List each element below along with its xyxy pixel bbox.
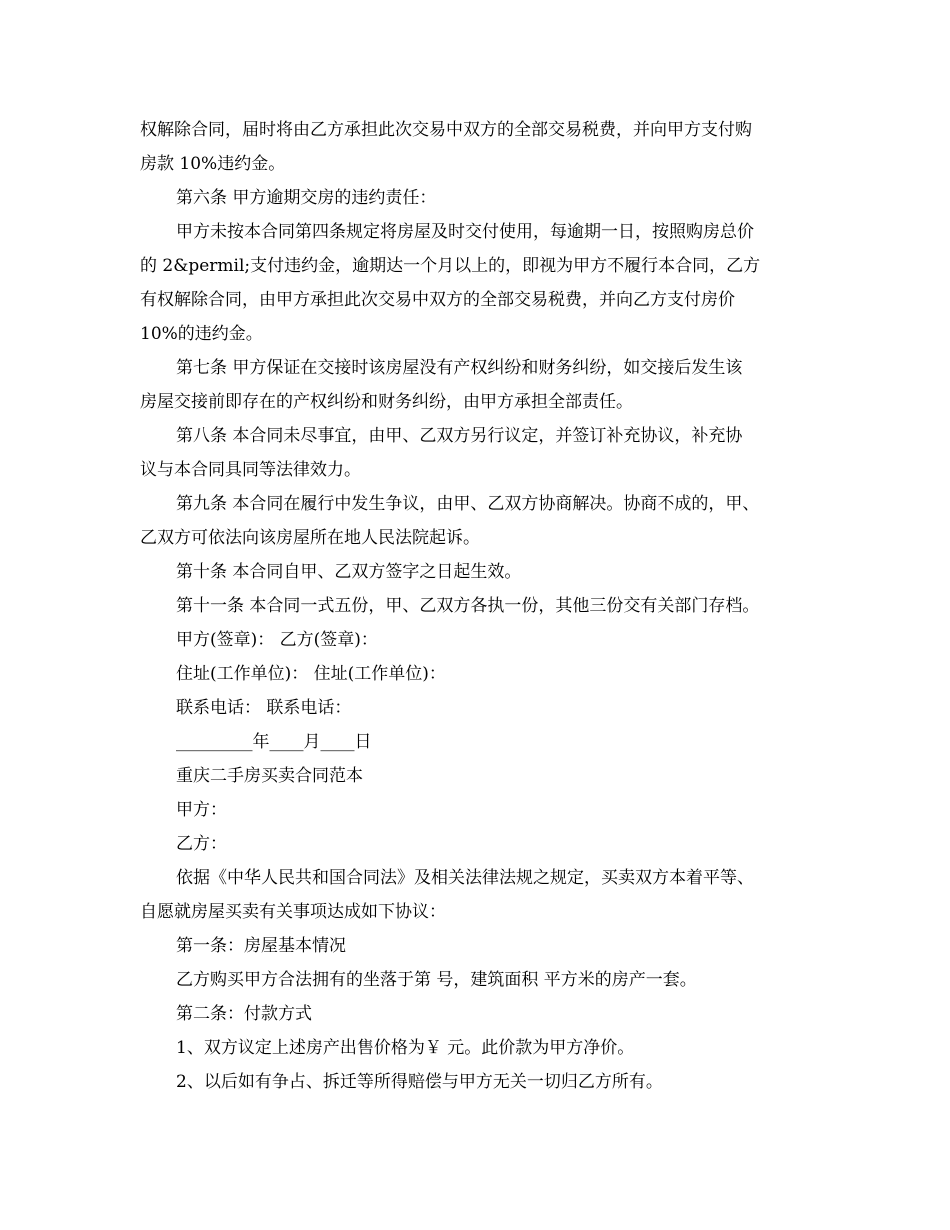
text-line: 议与本合同具同等法律效力。 [140,460,361,480]
text-line: 乙双方可依法向该房屋所在地人民法院起诉。 [140,528,480,548]
article-11-line: 第十一条 本合同一式五份，甲、乙双方各执一份，其他三份交有关部门存档。 [176,596,760,616]
party-b-line: 乙方： [176,834,227,854]
text-line: 自愿就房屋买卖有关事项达成如下协议： [140,902,446,922]
clause-1-line: 1、双方议定上述房产出售价格为￥ 元。此价款为甲方净价。 [176,1038,635,1058]
text-line: 10%的违约金。 [140,324,263,344]
document-body [140,113,820,1099]
phone-line: 联系电话： 联系电话： [176,698,352,718]
date-line: _________年____月____日 [176,732,372,752]
text-line: 甲方未按本合同第四条规定将房屋及时交付使用，每逾期一日，按照购房总价 [176,222,754,242]
address-line: 住址(工作单位)： 住址(工作单位)： [176,664,446,684]
contract-title: 重庆二手房买卖合同范本 [176,766,363,786]
text-line: 有权解除合同，由甲方承担此次交易中双方的全部交易税费，并向乙方支付房价 [140,290,735,310]
article-6-heading: 第六条 甲方逾期交房的违约责任： [176,188,437,208]
text-line: 房款 10%违约金。 [140,154,286,174]
article-2-heading: 第二条：付款方式 [176,1004,312,1024]
text-line: 的 2&permil;支付违约金，逾期达一个月以上的，即视为甲方不履行本合同，乙方 [140,256,761,276]
article-10-line: 第十条 本合同自甲、乙双方签字之日起生效。 [176,562,522,582]
clause-2-line: 2、以后如有争占、拆迁等所得赔偿与甲方无关一切归乙方所有。 [176,1072,663,1092]
text-line: 乙方购买甲方合法拥有的坐落于第 号，建筑面积 平方米的房产一套。 [176,970,697,990]
article-9-line: 第九条 本合同在履行中发生争议，由甲、乙双方协商解决。协商不成的，甲、 [176,494,760,514]
preamble-line: 依据《中华人民共和国合同法》及相关法律法规之规定，买卖双方本着平等、 [176,868,754,888]
article-8-line: 第八条 本合同未尽事宜，由甲、乙双方另行议定，并签订补充协议，补充协 [176,426,743,446]
party-a-line: 甲方： [176,800,227,820]
article-7-line: 第七条 甲方保证在交接时该房屋没有产权纠纷和财务纠纷，如交接后发生该 [176,358,743,378]
article-1-heading: 第一条：房屋基本情况 [176,936,346,956]
text-line: 权解除合同，届时将由乙方承担此次交易中双方的全部交易税费，并向甲方支付购 [140,120,752,140]
text-line: 房屋交接前即存在的产权纠纷和财务纠纷，由甲方承担全部责任。 [140,392,633,412]
signature-line: 甲方(签章)： 乙方(签章)： [176,630,378,650]
